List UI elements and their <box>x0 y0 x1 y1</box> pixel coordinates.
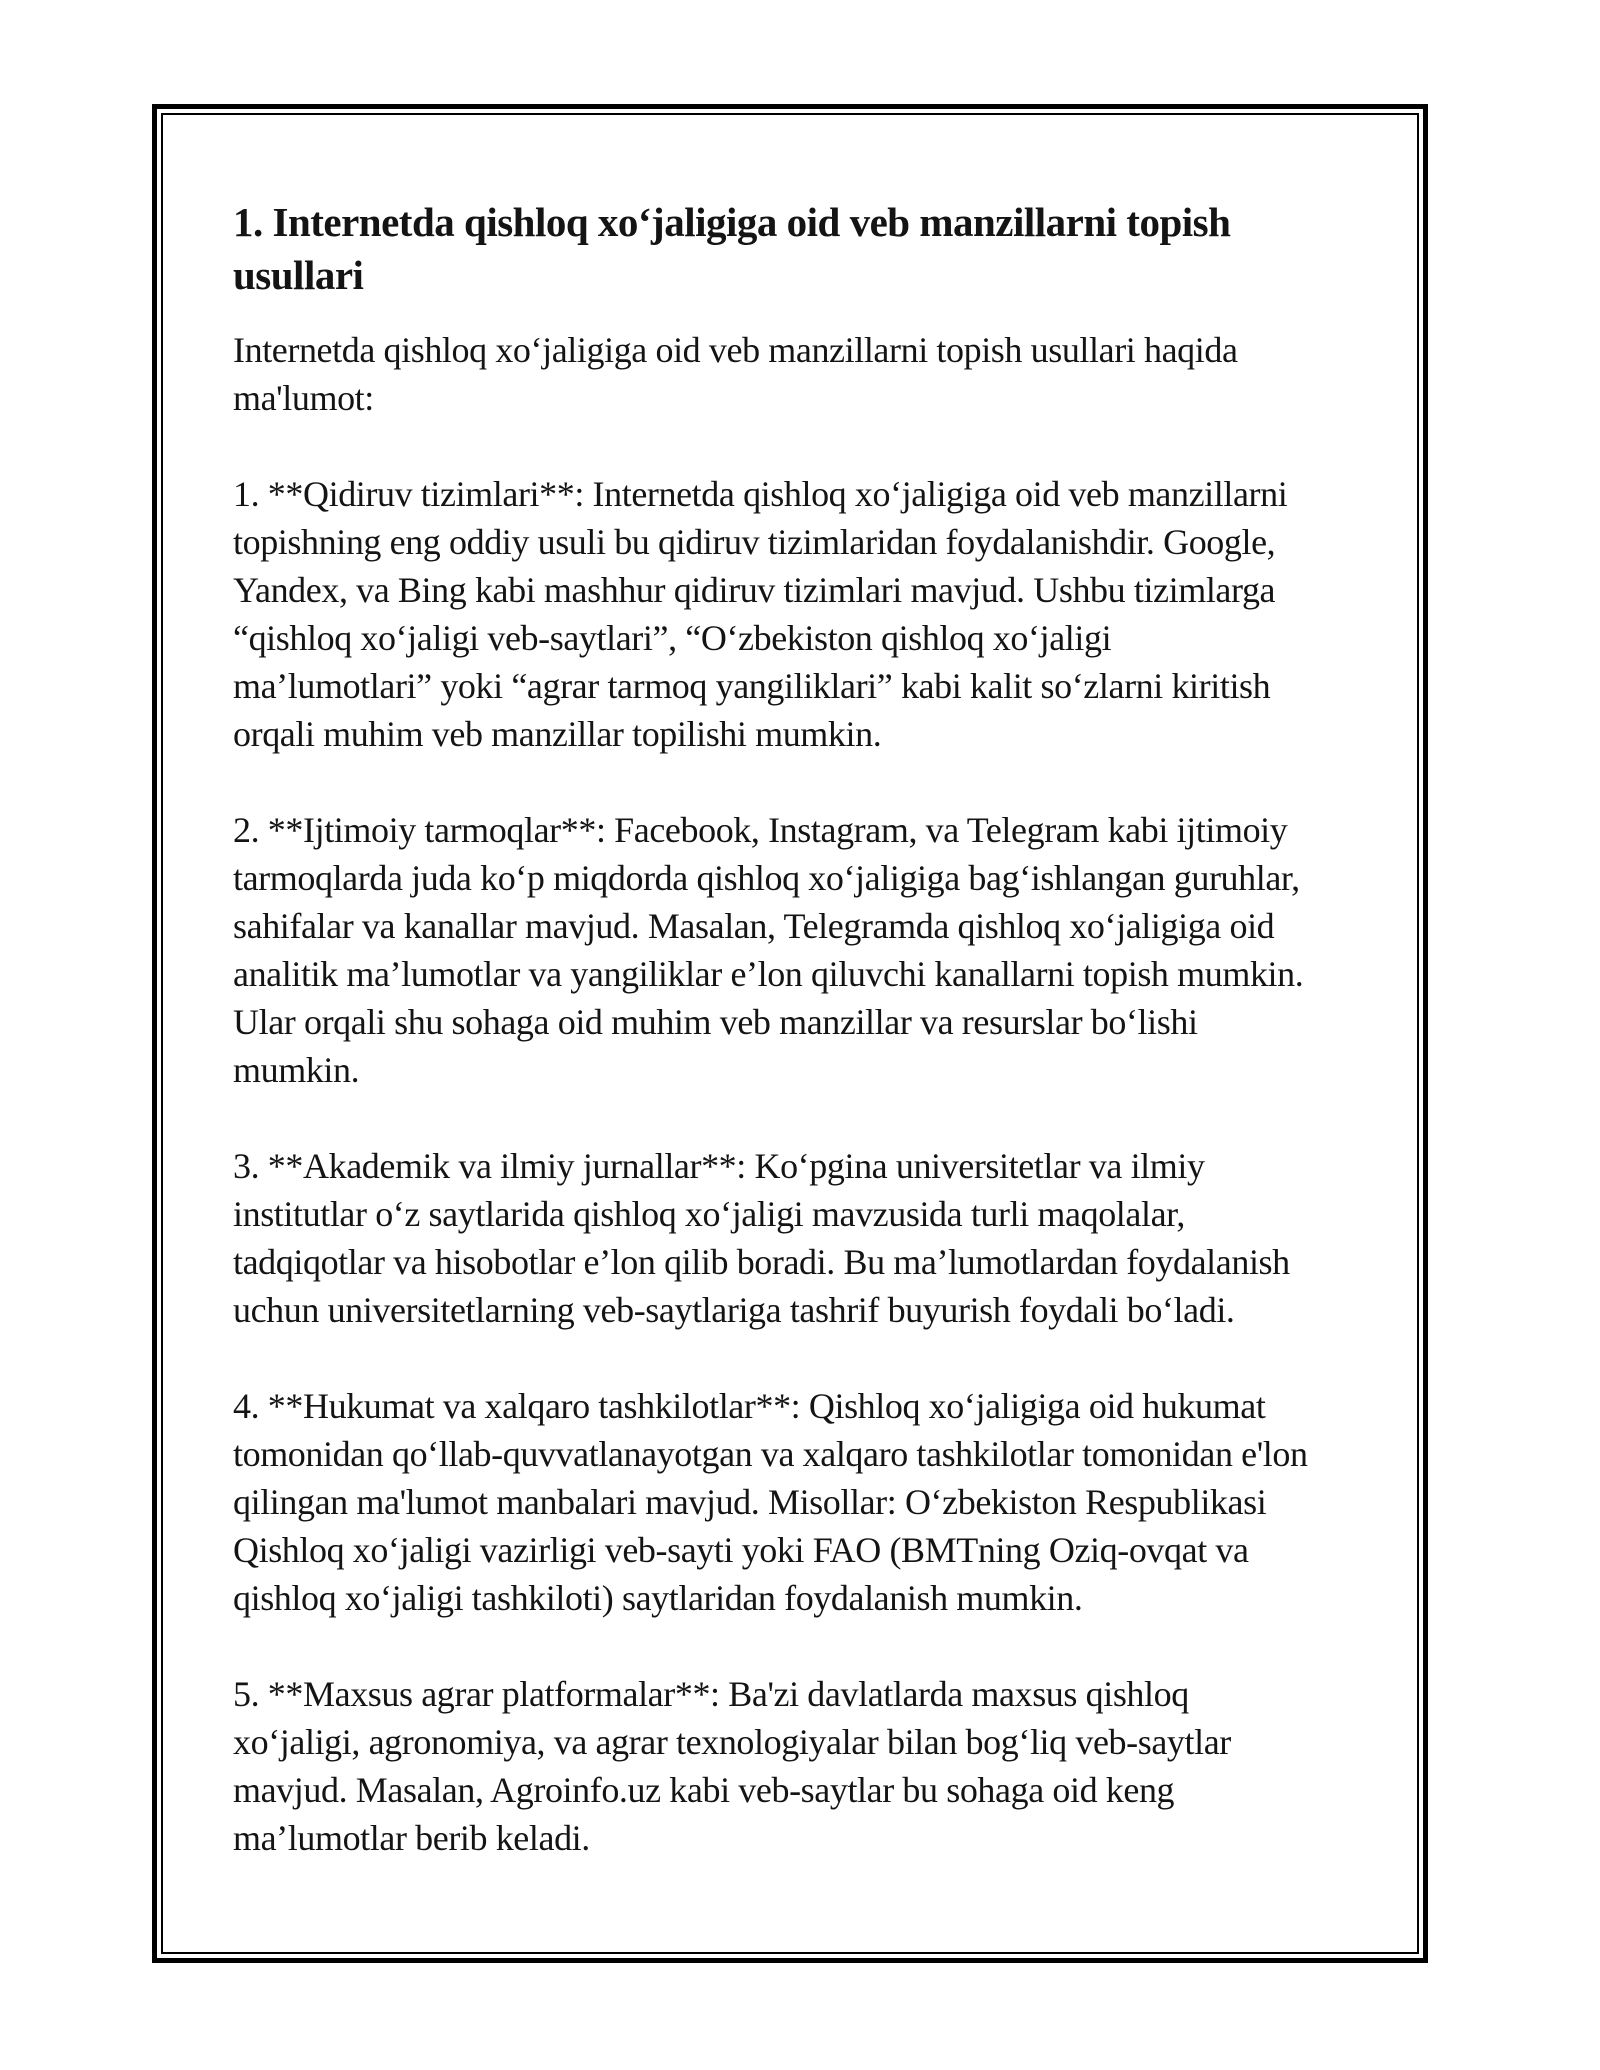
text-line: tadqiqotlar va hisobotlar e’lon qilib boradi. Bu ma’lumotlardan foydalanish <box>233 1242 1290 1282</box>
text-line: Ular orqali shu sohaga oid muhim veb manzillar va resurslar bo‘lishi <box>233 1002 1198 1042</box>
text-line: 2. **Ijtimoiy tarmoqlar**: Facebook, Instagram, va Telegram kabi ijtimoiy <box>233 810 1288 850</box>
text-line: orqali muhim veb manzillar topilishi mumkin. <box>233 714 882 754</box>
text-line: Qishloq xo‘jaligi vazirligi veb-sayti yoki FAO (BMTning Oziq-ovqat va <box>233 1530 1249 1570</box>
title-line: usullari <box>233 252 364 298</box>
text-line: ma'lumot: <box>233 378 374 418</box>
text-line: mavjud. Masalan, Agroinfo.uz kabi veb-saytlar bu sohaga oid keng <box>233 1770 1175 1810</box>
text-line: qishloq xo‘jaligi tashkiloti) saytlaridan foydalanish mumkin. <box>233 1578 1083 1618</box>
text-line: tomonidan qo‘llab-quvvatlanayotgan va xalqaro tashkilotlar tomonidan e'lon <box>233 1434 1308 1474</box>
text-line: Yandex, va Bing kabi mashhur qidiruv tizimlari mavjud. Ushbu tizimlarga <box>233 570 1276 610</box>
title-line: 1. Internetda qishloq xo‘jaligiga oid veb manzillarni topish <box>233 199 1231 245</box>
document-content <box>163 115 1417 1952</box>
numbered-paragraph-2 <box>233 806 1381 1094</box>
text-line: tarmoqlarda juda ko‘p miqdorda qishloq xo‘jaligiga bag‘ishlangan guruhlar, <box>233 858 1300 898</box>
text-line: analitik ma’lumotlar va yangiliklar e’lon qiluvchi kanallarni topish mumkin. <box>233 954 1304 994</box>
numbered-paragraph-3 <box>233 1142 1381 1334</box>
page-border-outer <box>152 104 1428 1963</box>
numbered-paragraph-5 <box>233 1670 1381 1862</box>
text-line: 5. **Maxsus agrar platformalar**: Ba'zi davlatlarda maxsus qishloq <box>233 1674 1189 1714</box>
text-line: ma’lumotlar berib keladi. <box>233 1818 590 1858</box>
text-line: sahifalar va kanallar mavjud. Masalan, Telegramda qishloq xo‘jaligiga oid <box>233 906 1275 946</box>
text-line: 1. **Qidiruv tizimlari**: Internetda qishloq xo‘jaligiga oid veb manzillarni <box>233 474 1288 514</box>
text-line: institutlar o‘z saytlarida qishloq xo‘jaligi mavzusida turli maqolalar, <box>233 1194 1185 1234</box>
page-border-inner <box>161 113 1419 1954</box>
intro-paragraph <box>233 326 1381 422</box>
text-line: qilingan ma'lumot manbalari mavjud. Misollar: O‘zbekiston Respublikasi <box>233 1482 1267 1522</box>
document-title <box>233 196 1381 302</box>
text-line: Internetda qishloq xo‘jaligiga oid veb manzillarni topish usullari haqida <box>233 330 1238 370</box>
text-line: “qishloq xo‘jaligi veb-saytlari”, “O‘zbekiston qishloq xo‘jaligi <box>233 618 1112 658</box>
text-line: 4. **Hukumat va xalqaro tashkilotlar**: Qishloq xo‘jaligiga oid hukumat <box>233 1386 1266 1426</box>
text-line: mumkin. <box>233 1050 360 1090</box>
text-line: uchun universitetlarning veb-saytlariga tashrif buyurish foydali bo‘ladi. <box>233 1290 1235 1330</box>
numbered-paragraph-1 <box>233 470 1381 758</box>
text-line: ma’lumotlari” yoki “agrar tarmoq yangiliklari” kabi kalit so‘zlarni kiritish <box>233 666 1271 706</box>
text-line: 3. **Akademik va ilmiy jurnallar**: Ko‘pgina universitetlar va ilmiy <box>233 1146 1205 1186</box>
text-line: topishning eng oddiy usuli bu qidiruv tizimlaridan foydalanishdir. Google, <box>233 522 1276 562</box>
numbered-paragraph-4 <box>233 1382 1381 1622</box>
text-line: xo‘jaligi, agronomiya, va agrar texnologiyalar bilan bog‘liq veb-saytlar <box>233 1722 1231 1762</box>
